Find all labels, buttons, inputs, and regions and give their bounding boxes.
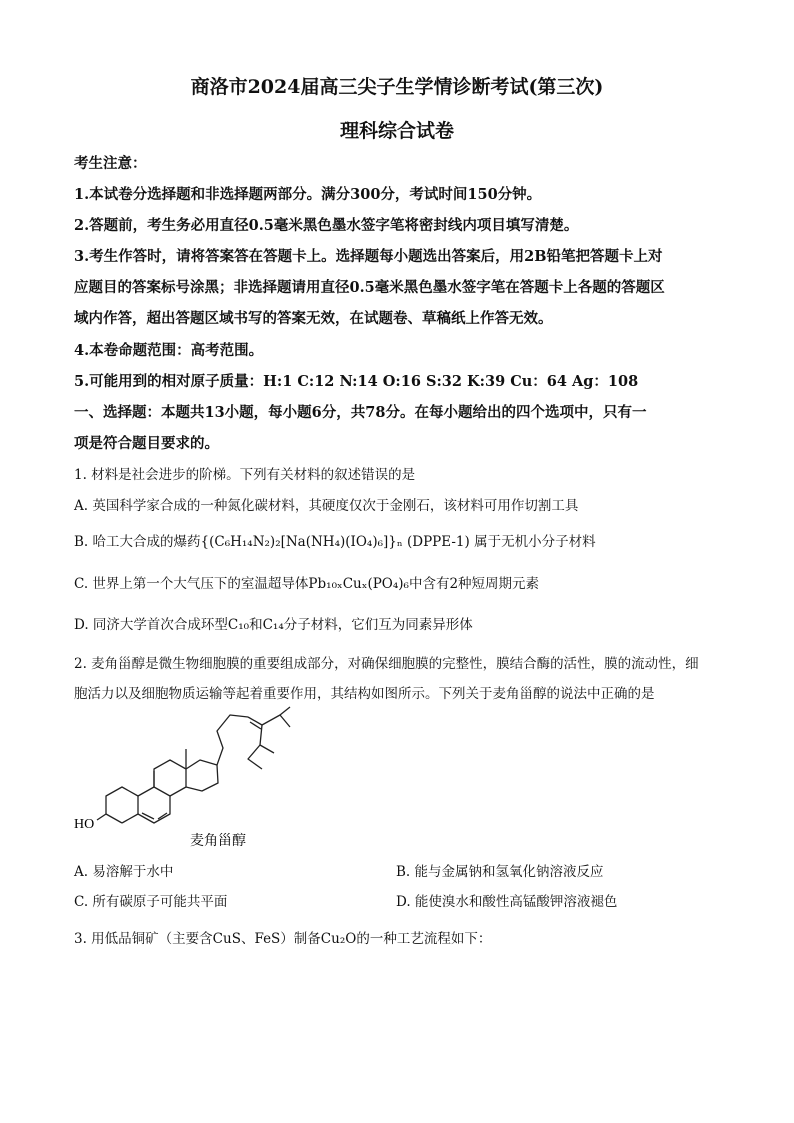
notice-item-1: 1.本试卷分选择题和非选择题两部分。满分300分，考试时间150分钟。 <box>74 186 542 203</box>
q2-stem-cont: 胞活力以及细胞物质运输等起着重要作用，其结构如图所示。下列关于麦角甾醇的说法中正确的是 <box>74 686 655 702</box>
notice-heading: 考生注意： <box>74 155 147 172</box>
section-heading-cont: 项是符合题目要求的。 <box>74 435 219 452</box>
q1-option-d: D. 同济大学首次合成环型C₁₀和C₁₄分子材料，它们互为同素异形体 <box>74 617 473 633</box>
ergosterol-structure <box>70 703 300 855</box>
q2-option-d: D. 能使溴水和酸性高锰酸钾溶液褪色 <box>396 894 618 910</box>
q2-option-b: B. 能与金属钠和氢氧化钠溶液反应 <box>396 864 604 880</box>
notice-item-3-cont2: 域内作答，超出答题区域书写的答案无效，在试题卷、草稿纸上作答无效。 <box>74 310 553 327</box>
notice-item-2: 2.答题前，考生务必用直径0.5毫米黑色墨水签字笔将密封线内项目填写清楚。 <box>74 217 579 234</box>
section-heading: 一、选择题：本题共13小题，每小题6分，共78分。在每小题给出的四个选项中，只有一 <box>74 404 647 421</box>
q3-stem: 3. 用低品铜矿（主要含CuS、FeS）制备Cu₂O的一种工艺流程如下： <box>74 931 492 947</box>
molecule-name: 麦角甾醇 <box>190 833 246 849</box>
q1-option-b: B. 哈工大合成的爆药{(C₆H₁₄N₂)₂[Na(NH₄)(IO₄)₆]}ₙ (DPPE-1) 属于无机小分子材料 <box>74 534 596 550</box>
hydroxyl-label: HO <box>74 817 95 832</box>
q1-stem: 1. 材料是社会进步的阶梯。下列有关材料的叙述错误的是 <box>74 467 416 483</box>
notice-item-5: 5.可能用到的相对原子质量：H:1 C:12 N:14 O:16 S:32 K:39 Cu：64 Ag：108 <box>74 373 639 390</box>
q1-option-c: C. 世界上第一个大气压下的室温超导体Pb₁₀ₓCuₓ(PO₄)₆中含有2种短周期元素 <box>74 576 540 592</box>
exam-title: 商洛市2024届高三尖子生学情诊断考试(第三次) <box>190 76 604 98</box>
q2-option-a: A. 易溶解于水中 <box>74 864 174 880</box>
q2-option-c: C. 所有碳原子可能共平面 <box>74 894 228 910</box>
notice-item-4: 4.本卷命题范围：高考范围。 <box>74 342 264 359</box>
q1-option-a: A. 英国科学家合成的一种氮化碳材料，其硬度仅次于金刚石，该材料可用作切割工具 <box>74 498 579 514</box>
notice-item-3-cont: 应题目的答案标号涂黑；非选择题请用直径0.5毫米黑色墨水签字笔在答题卡上各题的答题区 <box>74 279 665 296</box>
exam-subtitle: 理科综合试卷 <box>339 120 454 142</box>
notice-item-3: 3.考生作答时，请将答案答在答题卡上。选择题每小题选出答案后，用2B铅笔把答题卡上对 <box>74 248 663 265</box>
q2-stem: 2. 麦角甾醇是微生物细胞膜的重要组成部分，对确保细胞膜的完整性，膜结合酶的活性，膜的流动性，细 <box>74 656 699 672</box>
